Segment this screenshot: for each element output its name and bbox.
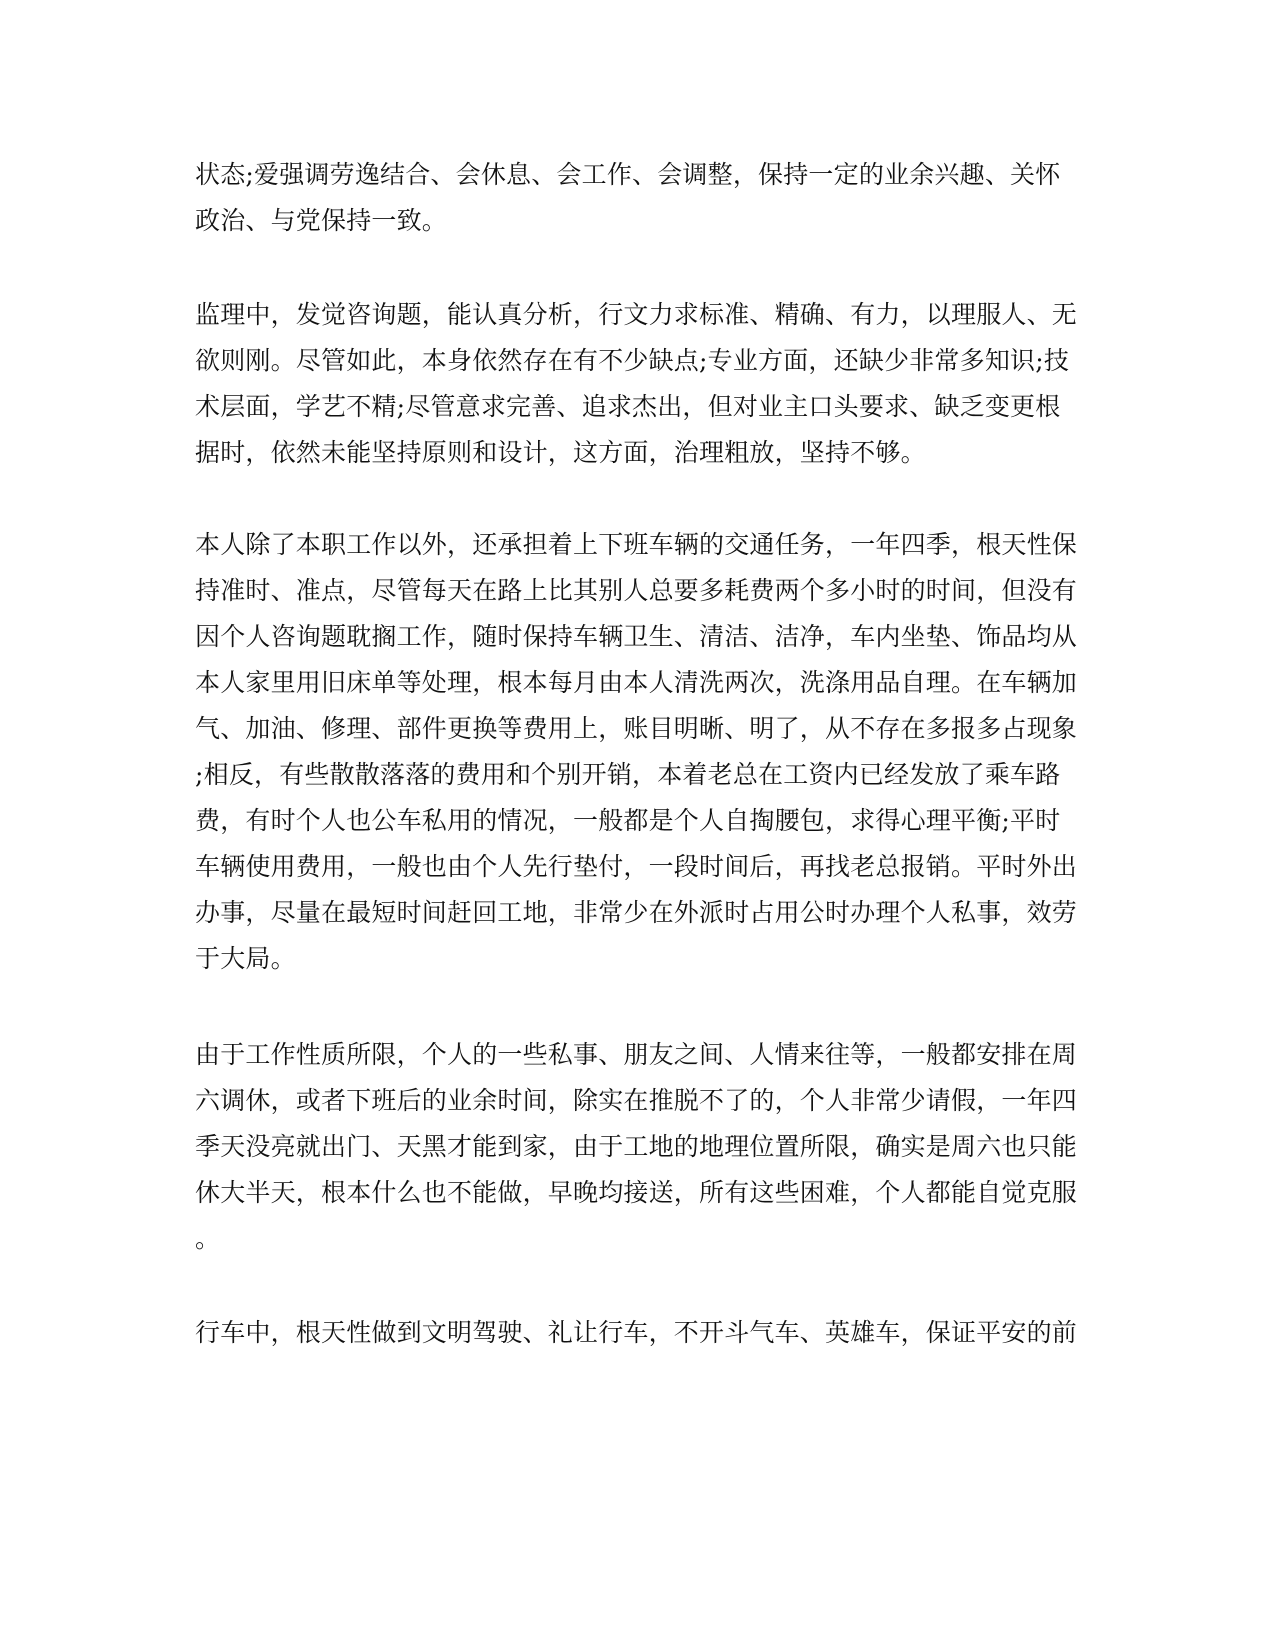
text-line: 监理中，发觉咨询题，能认真分析，行文力求标准、精确、有力，以理服人、无	[195, 300, 1078, 329]
text-line: 据时，依然未能坚持原则和设计，这方面，治理粗放，坚持不够。	[195, 438, 926, 467]
text-line: 费，有时个人也公车私用的情况，一般都是个人自掏腰包，求得心理平衡;平时	[195, 806, 1061, 835]
text-line: 于大局。	[195, 944, 296, 973]
text-line: 本人除了本职工作以外，还承担着上下班车辆的交通任务，一年四季，根天性保	[195, 530, 1078, 559]
text-line: 因个人咨询题耽搁工作，随时保持车辆卫生、清洁、洁净，车内坐垫、饰品均从	[195, 622, 1078, 651]
text-line: 持准时、准点，尽管每天在路上比其别人总要多耗费两个多小时的时间，但没有	[195, 576, 1078, 605]
text-line: 办事，尽量在最短时间赶回工地，非常少在外派时占用公时办理个人私事，效劳	[195, 898, 1078, 927]
text-line: ;相反，有些散散落落的费用和个别开销，本着老总在工资内已经发放了乘车路	[195, 760, 1061, 789]
text-line: 休大半天，根本什么也不能做，早晚均接送，所有这些困难，个人都能自觉克服	[195, 1178, 1078, 1207]
text-line: 。	[195, 1224, 221, 1253]
text-line: 车辆使用费用，一般也由个人先行垫付，一段时间后，再找老总报销。平时外出	[195, 852, 1078, 881]
text-line: 本人家里用旧床单等处理，根本每月由本人清洗两次，洗涤用品自理。在车辆加	[195, 668, 1078, 697]
text-line: 行车中，根天性做到文明驾驶、礼让行车，不开斗气车、英雄车，保证平安的前	[195, 1318, 1078, 1347]
text-line: 术层面，学艺不精;尽管意求完善、追求杰出，但对业主口头要求、缺乏变更根	[195, 392, 1061, 421]
text-line: 季天没亮就出门、天黑才能到家，由于工地的地理位置所限，确实是周六也只能	[195, 1132, 1078, 1161]
text-line: 状态;爱强调劳逸结合、会休息、会工作、会调整，保持一定的业余兴趣、关怀	[195, 160, 1061, 189]
text-line: 由于工作性质所限，个人的一些私事、朋友之间、人情来往等，一般都安排在周	[195, 1040, 1078, 1069]
text-line: 欲则刚。尽管如此，本身依然存在有不少缺点;专业方面，还缺少非常多知识;技	[195, 346, 1070, 375]
text-line: 政治、与党保持一致。	[195, 206, 448, 235]
text-line: 六调休，或者下班后的业余时间，除实在推脱不了的，个人非常少请假，一年四	[195, 1086, 1078, 1115]
text-line: 气、加油、修理、部件更换等费用上，账目明晰、明了，从不存在多报多占现象	[195, 714, 1078, 743]
